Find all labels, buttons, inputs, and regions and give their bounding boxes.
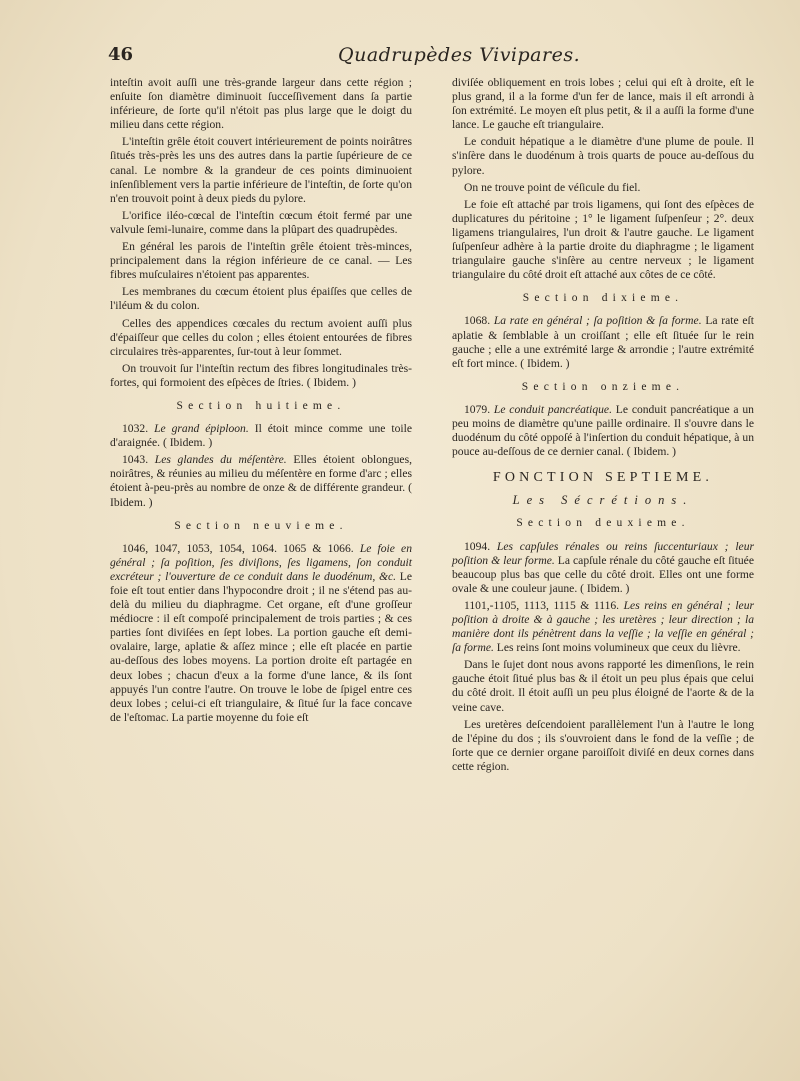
entry-title: Les glandes du méſentère.: [154, 453, 287, 467]
paragraph: L'orifice iléo-cœcal de l'inteſtin cœcum étoit fermé par une valvule ſemi-lunaire, comme dans la plûpart des quadrupèdes.: [110, 208, 412, 236]
entry-text: Les reins ſont moins volumineux que ceux du lièvre.: [496, 641, 741, 655]
section-heading: Section neuvieme.: [174, 519, 348, 532]
entry-title: Les capſules rénales ou reins ſuccenturiaux ; leur poſition & leur forme.: [452, 539, 755, 567]
entry-number: 1046, 1047, 1053, 1054, 1064. 1065 & 1066.: [122, 541, 354, 555]
paragraph: Celles des appendices cœcales du rectum avoient auſſi plus d'épaiſſeur que celles du colon ; elles étoient entourées de fibres circulaires très-apparentes, ſur-tout à leur ſommet.: [110, 316, 412, 358]
section-heading: Section huitieme.: [176, 399, 346, 412]
paragraph: Les membranes du cœcum étoient plus épaiſſes que celles de l'iléum & du colon.: [110, 285, 412, 313]
entry-number: 1094.: [464, 539, 491, 553]
paragraph: Le foie eſt attaché par trois ligamens, qui ſont des eſpèces de duplicatures du péritoine ; 1° le ligament ſuſpenſeur ; 2°. deux ligamens triangulaires, l'un droit & l'autre gauche. Le ligament ſuſpenſeur adhère à la partie droite du diaphragme ; le ligament triangulaire gauche s'inſère au centre nerveux ; le ligament triangulaire du côté droit eſt attaché aux côtes de ce côté.: [452, 197, 754, 282]
section-heading: Section onzieme.: [521, 380, 685, 393]
entry-text: La rate eſt aplatie & ſemblable à un croiſſant ; elle eſt ſituée ſur le rein gauche ; elle a une extrémité large & arrondie ; l'autre extrémité eſt fort mince. ( Ibidem. ): [452, 314, 754, 370]
paragraph: Le conduit hépatique a le diamètre d'une plume de poule. Il s'inſère dans le duodénum à trois quarts de pouce au-deſſous du pylore.: [452, 135, 754, 177]
entry-number: 1043.: [122, 453, 149, 467]
paragraph: diviſée obliquement en trois lobes ; celui qui eſt à droite, eſt le plus grand, il a la forme d'un fer de lance, mais il eſt arrondi à ſon extrémité. Le moyen eſt plus petit, & il a auſſi la forme d'une lance. Le gauche eſt triangulaire.: [452, 76, 754, 132]
entry-text: Il étoit mince comme une toile d'araignée. ( Ibidem. ): [110, 422, 413, 450]
numbered-entry: [452, 540, 754, 596]
numbered-entry: [110, 542, 412, 725]
numbered-entry: [452, 599, 754, 655]
entry-number: 1032.: [122, 422, 149, 436]
entry-number: 1079.: [464, 402, 491, 416]
left-column: [110, 76, 412, 728]
entry-title: Le grand épiploon.: [154, 422, 249, 436]
paragraph: inteſtin avoit auſſi une très-grande largeur dans cette région ; enſuite ſon diamètre diminuoit ſucceſſivement dans ſa partie inférieure, de ſorte qu'il n'étoit pas plus large que le doigt du milieu dans cette région.: [110, 76, 412, 132]
numbered-entry: [110, 453, 412, 509]
page-header: [108, 44, 758, 74]
section-heading: Section deuxieme.: [516, 517, 690, 530]
paragraph: L'inteſtin grêle étoit couvert intérieurement de points noirâtres ſitués très-près les uns des autres dans la partie ſupérieure de ce canal. Le nombre & la grandeur de ces points diminuoient inſenſiblement vers la partie inférieure de l'inteſtin, de ſorte qu'on n'en trouvoit point à deux pieds du pylore.: [110, 135, 412, 205]
paragraph: On trouvoit ſur l'inteſtin rectum des fibres longitudinales très-fortes, qui formoient des eſpèces de ſtries. ( Ibidem. ): [110, 361, 412, 389]
paragraph: On ne trouve point de véſicule du fiel.: [464, 180, 641, 194]
entry-number: 1068.: [464, 314, 491, 328]
paragraph: Dans le ſujet dont nous avons rapporté les dimenſions, le rein gauche étoit ſitué plus bas & il étoit un peu plus épais que celui du côté droit. Il étoit auſſi un peu plus éloigné de l'aorte & de la veine cave.: [452, 658, 754, 714]
numbered-entry: [110, 422, 412, 450]
chapter-heading: Les Sécrétions.: [512, 493, 694, 508]
right-column: [452, 76, 754, 777]
entry-number: 1101,-1105, 1113, 1115 & 1116.: [464, 598, 620, 612]
entry-title: Les reins en général ; leur poſition à droite & à gauche ; les uretères ; leur direction ; la manière dont ils pénètrent dans la veſſie ; la veſſie en général ; ſa forme.: [452, 598, 754, 655]
entry-text: Le foie eſt tout entier dans l'hypocondre droit ; il ne s'étend pas au-delà du milieu du diaphragme. Cet organe, eſt d'une groſſeur médiocre : il eſt compoſé principalement de trois parties ; & ces parties ſont diviſées en ſept lobes. La portion gauche eſt demi-ovalaire, large, aplatie & aſſez mince ; elle eſt placée en partie au-deſſous des lobes moyens. La portion droite eſt partagée en deux lobes ; chacun d'eux a la forme d'une lance, & ils ſont appuyés l'un contre l'autre. On trouve le lobe de ſpigel entre ces deux lobes ; celui-ci eſt triangulaire, & ſitué ſur la face concave de l'eſtomac. La partie moyenne du foie eſt: [110, 569, 412, 724]
numbered-entry: [452, 314, 754, 370]
entry-text: Le conduit pancréatique a un peu moins de diamètre qu'une paille ordinaire. Il s'ouvre dans le duodénum du côté oppoſé à l'inſertion du conduit hépatique, à un pouce au-deſſous de ce dernier canal. ( Ibidem. ): [452, 402, 754, 459]
numbered-entry: [452, 403, 754, 459]
entry-text: Elles étoient oblongues, noirâtres, & réunies au milieu du méſentère en forme d'arc ; elles étoient à-peu-près au nombre de onze & de différente grandeur. ( Ibidem. ): [110, 453, 412, 509]
entry-title: Le foie en général ; ſa poſition, ſes diviſions, ſes ligamens, ſon conduit excréteur ; l'ouverture de ce conduit dans le duodénum, &c.: [110, 541, 413, 583]
section-heading: Section dixieme.: [522, 292, 684, 305]
paragraph: En général les parois de l'inteſtin grêle étoient très-minces, principalement dans la région inférieure de ce canal. — Les fibres muſculaires n'étoient pas apparentes.: [110, 240, 412, 282]
entry-title: Le conduit pancréatique.: [493, 402, 612, 416]
entry-title: La rate en général ; ſa poſition & ſa forme.: [493, 314, 702, 328]
running-title: Quadrupèdes Vivipares.: [338, 44, 581, 66]
page-number: 46: [108, 44, 134, 65]
function-heading: FONCTION SEPTIEME.: [492, 470, 714, 486]
entry-text: La capſule rénale du côté gauche eſt ſituée beaucoup plus bas que celle du côté droit. Elles ont une forme ovale & une couleur jaune. ( Ibidem. ): [452, 553, 754, 595]
paragraph: Les uretères deſcendoient parallèlement l'un à l'autre le long de l'épine du dos ; ils s'ouvroient dans le fond de la veſſie ; de ſorte que ce dernier organe paroiſſoit diviſé en deux cornes dans cette région.: [452, 717, 754, 773]
